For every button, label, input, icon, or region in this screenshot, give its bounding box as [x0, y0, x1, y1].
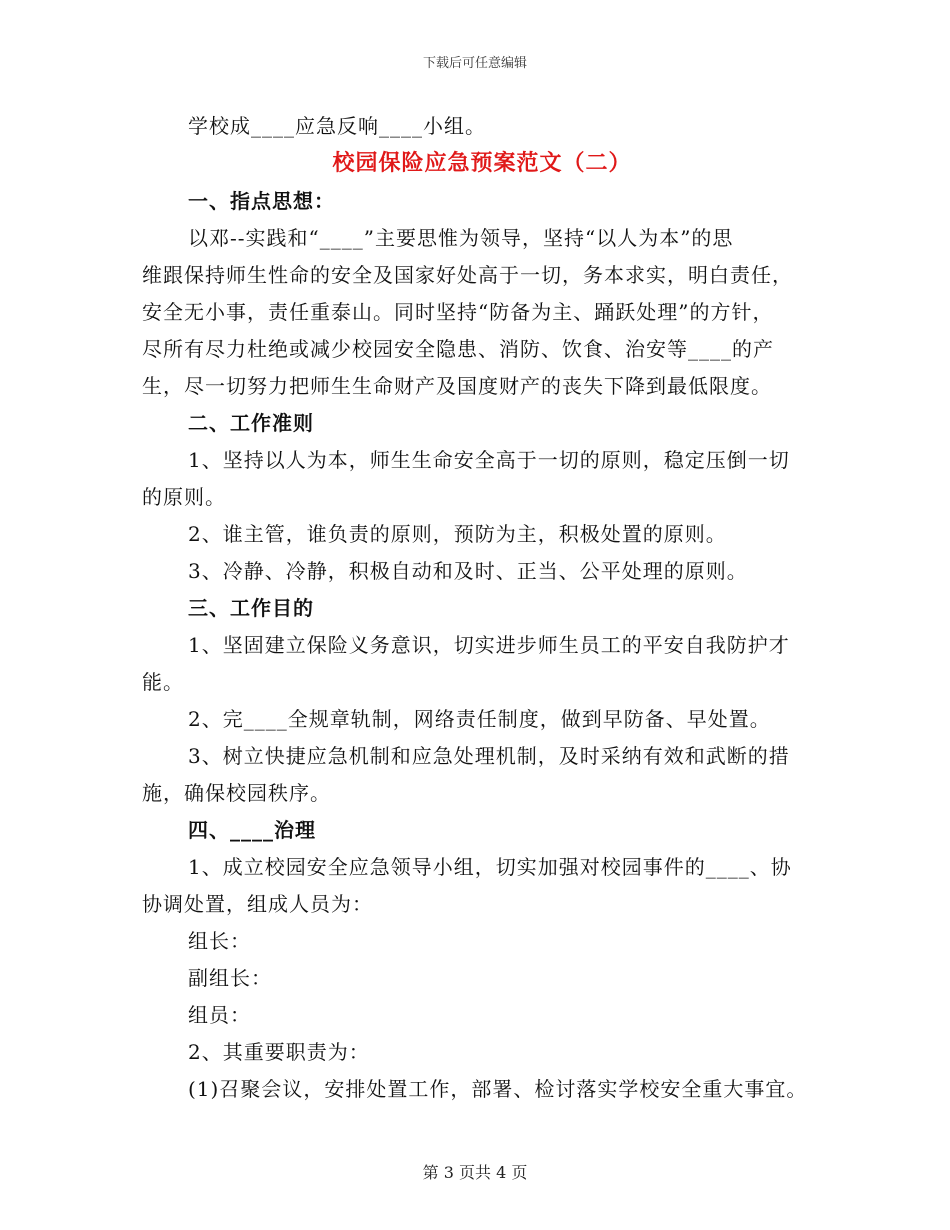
- page-header: 下载后可任意编辑: [422, 56, 527, 71]
- heading-work-goals: 三、工作目的: [188, 596, 314, 620]
- paragraph-line: 1、成立校园安全应急领导小组，切实加强对校园事件的____、协: [188, 855, 792, 879]
- paragraph-line: 施，确保校园秩序。: [142, 781, 331, 805]
- paragraph-line: 协调处置，组成人员为：: [142, 892, 373, 916]
- paragraph-line: 3、冷静、冷静，积极自动和及时、正当、公平处理的原则。: [188, 559, 748, 583]
- paragraph-line: 能。: [142, 670, 184, 694]
- paragraph-line: 2、完____全规章轨制，网络责任制度，做到早防备、早处置。: [188, 707, 771, 731]
- paragraph-line: 1、坚固建立保险义务意识，切实进步师生员工的平安自我防护才: [188, 633, 790, 657]
- paragraph-line: 2、谁主管，谁负责的原则，预防为主，积极处置的原则。: [188, 522, 727, 546]
- paragraph-line: 以邓--实践和“____”主要思惟为领导，坚持“以人为本”的思: [188, 226, 734, 250]
- members-line: 组员：: [188, 1003, 251, 1027]
- paragraph-line: 的原则。: [142, 485, 226, 509]
- heading-guiding-thought: 一、指点思想：: [188, 189, 335, 213]
- paragraph-line: 2、其重要职责为：: [188, 1040, 370, 1064]
- paragraph-line: 1、坚持以人为本，师生生命安全高于一切的原则，稳定压倒一切: [188, 448, 790, 472]
- paragraph-line: 维跟保持师生性命的安全及国家好处高于一切，务本求实，明白责任，: [142, 263, 793, 287]
- heading-management: 四、____治理: [188, 818, 316, 842]
- text-line: 学校成____应急反响____小组。: [188, 114, 486, 138]
- paragraph-line: (1)召聚会议，安排处置工作，部署、检讨落实学校安全重大事宜。: [188, 1077, 808, 1101]
- paragraph-line: 尽所有尽力杜绝或减少校园安全隐患、消防、饮食、治安等____的产: [142, 337, 774, 361]
- heading-work-principles: 二、工作准则: [188, 411, 314, 435]
- paragraph-line: 安全无小事，责任重泰山。同时坚持“防备为主、踊跃处理”的方针，: [142, 300, 774, 324]
- team-leader-line: 组长：: [188, 929, 251, 953]
- page-footer: 第 3 页共 4 页: [422, 1163, 528, 1182]
- section-title: 校园保险应急预案范文（二）: [332, 150, 632, 176]
- paragraph-line: 3、树立快捷应急机制和应急处理机制，及时采纳有效和武断的措: [188, 744, 790, 768]
- document-body: [142, 108, 822, 1108]
- deputy-leader-line: 副组长：: [188, 966, 272, 990]
- paragraph-line: 生，尽一切努力把师生生命财产及国度财产的丧失下降到最低限度。: [142, 374, 772, 398]
